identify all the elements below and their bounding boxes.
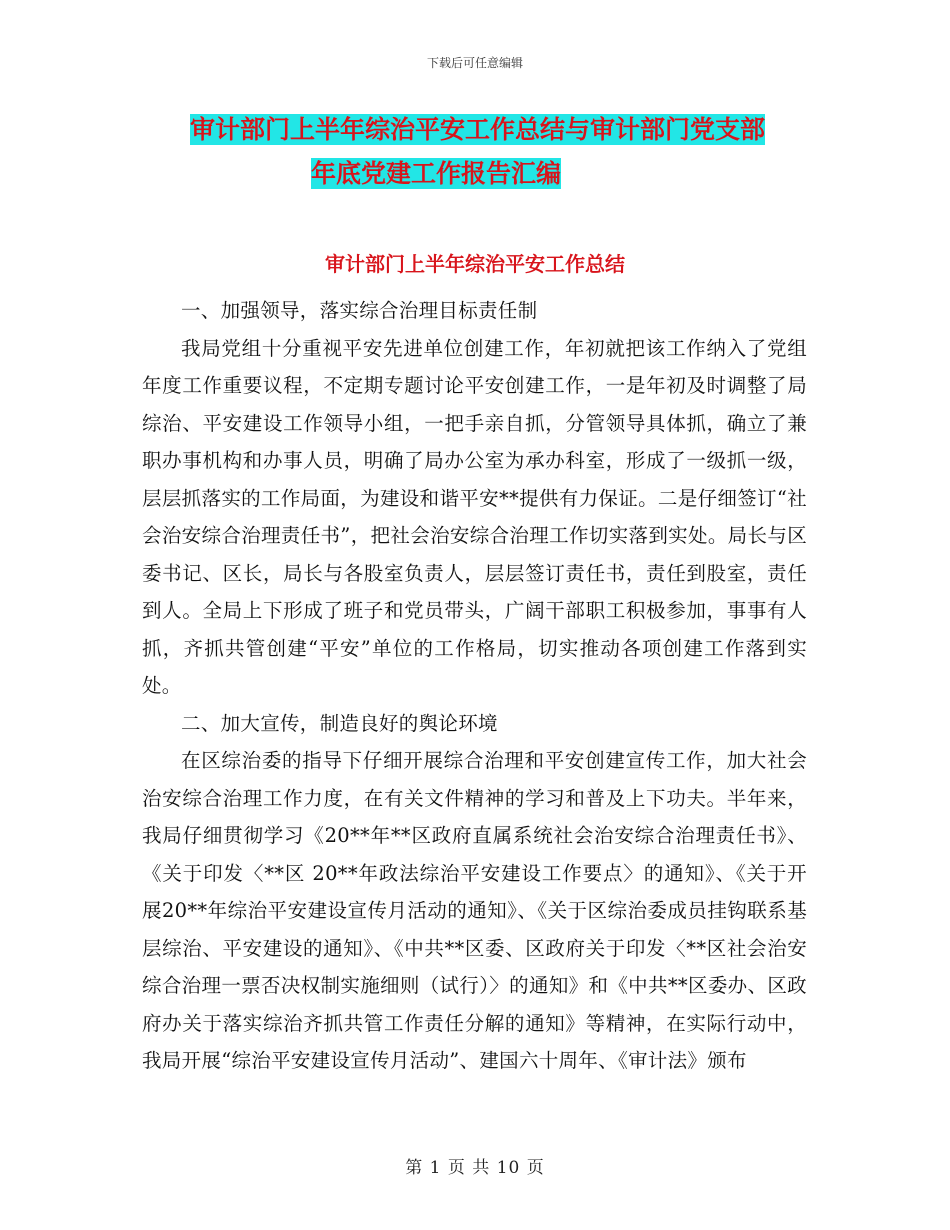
section-title: 审计部门上半年综治平安工作总结	[325, 252, 625, 276]
heading-1: 一、加强领导，落实综合治理目标责任制	[181, 299, 538, 322]
title-line-2	[190, 152, 810, 196]
title-line-2-text: 年底党建工作报告汇编	[311, 159, 562, 188]
title-line-1	[190, 108, 810, 152]
body-text	[142, 292, 807, 1080]
paragraph-1: 我局党组十分重视平安先进单位创建工作，年初就把该工作纳入了党组年度工作重要议程，不定期专题讨论平安创建工作，一是年初及时调整了局综治、平安建设工作领导小组，一把手亲自抓，分管领导具体抓，确立了兼职办事机构和办事人员，明确了局办公室为承办科室，形成了一级抓一级，层层抓落实的工作局面，为建设和谐平安**提供有力保证。二是仔细签订“社会治安综合治理责任书”，把社会治安综合治理工作切实落到实处。局长与区委书记、区长，局长与各股室负责人，层层签订责任书，责任到股室，责任到人。全局上下形成了班子和党员带头，广阔干部职工积极参加，事事有人抓，齐抓共管创建“平安”单位的工作格局，切实推动各项创建工作落到实处。	[142, 336, 807, 697]
title-line-1-text: 审计部门上半年综治平安工作总结与审计部门党支部	[190, 115, 766, 144]
header-note: 下载后可任意编辑	[426, 56, 523, 70]
document-title	[190, 108, 810, 196]
page-footer: 第 1 页 共 10 页	[405, 1158, 545, 1178]
heading-2: 二、加大宣传，制造良好的舆论环境	[181, 711, 498, 735]
paragraph-2: 在区综治委的指导下仔细开展综合治理和平安创建宣传工作，加大社会治安综合治理工作力度，在有关文件精神的学习和普及上下功夫。半年来，我局仔细贯彻学习《20**年**区政府直属系统社会治安综合治理责任书》、《关于印发〈**区 20**年政法综治平安建设工作要点〉的通知》、《关于开展20**年综治平安建设宣传月活动的通知》、《关于区综治委成员挂钩联系基层综治、平安建设的通知》、《中共**区委、区政府关于印发〈**区社会治安综合治理一票否决权制实施细则（试行）〉的通知》和《中共**区委办、区政府办关于落实综治齐抓共管工作责任分解的通知》等精神，在实际行动中，我局开展“综治平安建设宣传月活动”、建国六十周年、《审计法》颁布	[142, 749, 807, 1072]
